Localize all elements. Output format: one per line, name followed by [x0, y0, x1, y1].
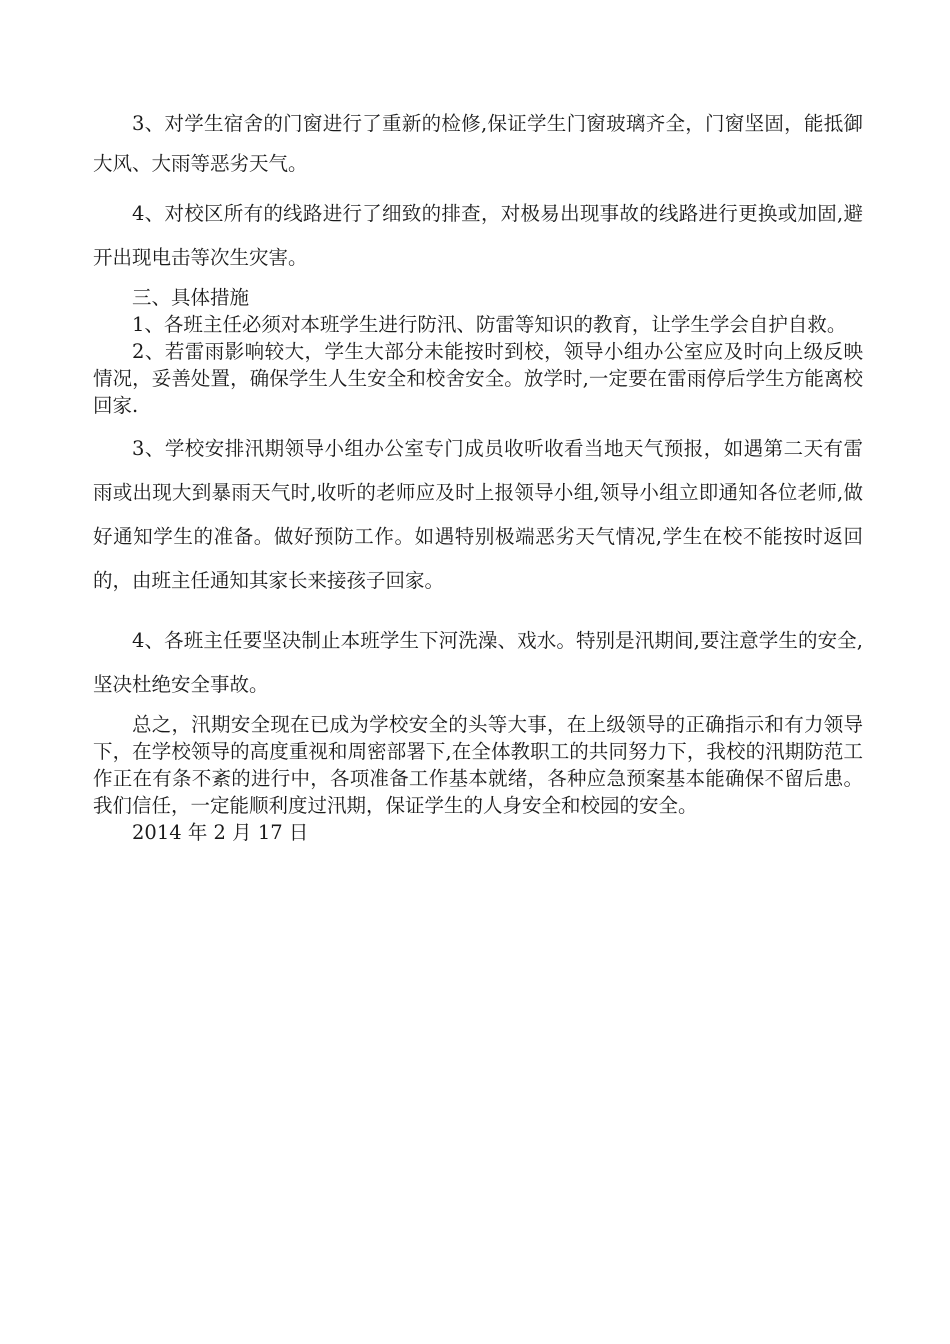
paragraph-measure-2: 2、若雷雨影响较大，学生大部分未能按时到校，领导小组办公室应及时向上级反映情况，妥善处置，确保学生人生安全和校舍安全。放学时,一定要在雷雨停后学生方能离校回家.: [93, 340, 863, 417]
paragraph-doors-windows: 3、对学生宿舍的门窗进行了重新的检修,保证学生门窗玻璃齐全，门窗坚固，能抵御大风、大雨等恶劣天气。: [93, 112, 863, 175]
document-date: 2014 年 2 月 17 日: [132, 821, 309, 844]
paragraph-measure-4: 4、各班主任要坚决制止本班学生下河洗澡、戏水。特别是汛期间,要注意学生的安全,坚决杜绝安全事故。: [93, 629, 863, 696]
paragraph-measure-1: 1、各班主任必须对本班学生进行防汛、防雷等知识的教育，让学生学会自护自救。: [132, 313, 847, 336]
document-body: [93, 104, 863, 846]
section-heading-measures: 三、具体措施: [132, 286, 250, 309]
paragraph-measure-3: 3、学校安排汛期领导小组办公室专门成员收听收看当地天气预报，如遇第二天有雷雨或出现大到暴雨天气时,收听的老师应及时上报领导小组,领导小组立即通知各位老师,做好通知学生的准备。做好预防工作。如遇特别极端恶劣天气情况,学生在校不能按时返回的，由班主任通知其家长来接孩子回家。: [93, 437, 863, 592]
paragraph-summary: 总之，汛期安全现在已成为学校安全的头等大事，在上级领导的正确指示和有力领导下，在学校领导的高度重视和周密部署下,在全体教职工的共同努力下，我校的汛期防范工作正在有条不紊的进行中，各项准备工作基本就绪，各种应急预案基本能确保不留后患。我们信任，一定能顺利度过汛期，保证学生的人身安全和校园的安全。: [93, 713, 863, 817]
paragraph-wiring: 4、对校区所有的线路进行了细致的排查，对极易出现事故的线路进行更换或加固,避开出现电击等次生灾害。: [93, 202, 863, 269]
